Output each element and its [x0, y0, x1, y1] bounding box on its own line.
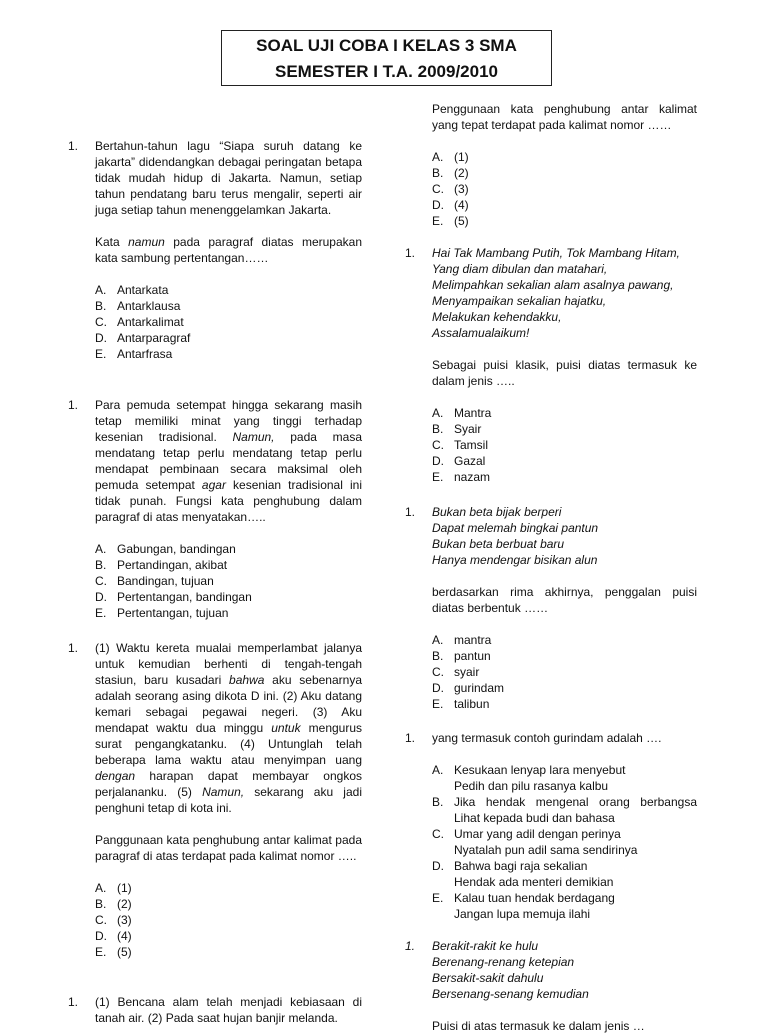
option-c: C. (3) — [95, 913, 132, 927]
question-prompt: Sebagai puisi klasik, puisi diatas termasuk ke dalam jenis ….. — [432, 358, 697, 388]
option-c: C. (3) — [432, 182, 469, 196]
question-right-1 — [405, 245, 697, 485]
question-number: 1. — [68, 995, 79, 1009]
question-prompt: yang termasuk contoh gurindam adalah …. — [432, 731, 662, 745]
option-d: D. Bahwa bagi raja sekalian Hendak ada menteri demikian — [432, 859, 614, 889]
option-b: B. (2) — [95, 897, 132, 911]
question-text: Bertahun-tahun lagu “Siapa suruh datang ke jakarta” didendangkan debagai peringatan betapa tidak mudah hidup di Jakarta. Namun, setiap tahun pendatang baru terus mengalir, seperti air juga setiap tahun menenggelamkan Jakarta. — [95, 139, 362, 217]
question-prompt: Penggunaan kata penghubung antar kalimat yang tepat terdapat pada kalimat nomor …… — [432, 102, 697, 132]
poem-text: Berakit-rakit ke hulu Berenang-renang ketepian Bersakit-sakit dahulu Bersenang-senang kemudian — [432, 939, 589, 1001]
option-c: C. Bandingan, tujuan — [95, 574, 214, 588]
options-list — [95, 282, 362, 362]
question-number: 1. — [68, 398, 79, 412]
exam-title-line2: SEMESTER I T.A. 2009/2010 — [275, 62, 498, 81]
question-text: (1) Waktu kereta mualai memperlambat jalanya untuk kemudian berhenti di tengah-tengah stasiun, baru kusadari bahwa aku sebenarnya adalah seorang asing dikota D ini. (2) Aku datang kemari sebagai pegawai negeri. (3) Aku mendapat waktu dua minggu untuk mengurus surat pengangkatanku. (4) Untunglah telah beberapa lama waktu atau menyimpan uang dengan harapan dapat membayar ongkos perjalananku. (5) Namun, sekarang aku jadi penghuni tetap di kota ini. — [95, 641, 363, 815]
question-prompt: Puisi di atas termasuk ke dalam jenis … — [432, 1019, 645, 1033]
options-list — [432, 405, 697, 485]
option-b: B. Pertandingan, akibat — [95, 558, 228, 572]
option-c: C. Antarkalimat — [95, 315, 184, 329]
option-b: B. Syair — [432, 422, 482, 436]
question-text: (1) Bencana alam telah menjadi kebiasaan di tanah air. (2) Pada saat hujan banjir melanda. — [95, 995, 362, 1025]
option-e: E. Kalau tuan hendak berdagang Jangan lupa memuja ilahi — [432, 891, 615, 921]
option-e: E. Antarfrasa — [95, 347, 173, 361]
option-a: A. Kesukaan lenyap lara menyebut Pedih dan pilu rasanya kalbu — [432, 763, 626, 793]
question-number: 1. — [405, 939, 416, 953]
options-list — [432, 762, 697, 922]
options-list — [432, 149, 697, 229]
question-prompt: berdasarkan rima akhirnya, penggalan puisi diatas berbentuk …… — [432, 585, 697, 615]
option-e: E. (5) — [95, 945, 132, 959]
option-e: E. talibun — [432, 697, 490, 711]
question-left-1 — [68, 138, 362, 362]
option-d: D. Pertentangan, bandingan — [95, 590, 252, 604]
options-list — [432, 632, 697, 712]
option-e: E. (5) — [432, 214, 469, 228]
question-prompt: Kata namun pada paragraf diatas merupakan kata sambung pertentangan…… — [95, 235, 362, 265]
question-right-3 — [405, 730, 697, 922]
poem-text: Hai Tak Mambang Putih, Tok Mambang Hitam, Yang diam dibulan dan matahari, Melimpahkan sekalian alam asalnya pawang, Menyampaikan sekalian hajatku, Melakukan kehendakku, Assalamualaikum! — [432, 246, 680, 340]
option-b: B. pantun — [432, 649, 491, 663]
exam-title-line1: SOAL UJI COBA I KELAS 3 SMA — [256, 36, 517, 55]
option-b: B. Antarklausa — [95, 299, 181, 313]
option-a: A. mantra — [432, 633, 492, 647]
question-right-2 — [405, 504, 697, 712]
question-number: 1. — [405, 505, 416, 519]
question-number: 1. — [405, 246, 416, 260]
question-number: 1. — [68, 139, 79, 153]
question-right-0 — [405, 101, 697, 229]
option-b: B. (2) — [432, 166, 469, 180]
question-text: Para pemuda setempat hingga sekarang masih tetap memiliki minat yang tinggi terhadap kesenian tradisional. Namun, pada masa mendatang tetap perlu mendatang tetap perlu mendapat pembinaan secara maksimal oleh pemuda setempat agar kesenian tradisional ini tidak punah. Fungsi kata penghubung dalam paragraf di atas menyatakan….. — [95, 398, 362, 524]
option-d: D. gurindam — [432, 681, 505, 695]
option-a: A. Mantra — [432, 406, 492, 420]
option-d: D. Gazal — [432, 454, 486, 468]
option-d: D. Antarparagraf — [95, 331, 191, 345]
option-e: E. Pertentangan, tujuan — [95, 606, 229, 620]
question-left-2 — [68, 397, 362, 621]
question-number: 1. — [68, 641, 79, 655]
option-a: A. Gabungan, bandingan — [95, 542, 236, 556]
option-c: C. Tamsil — [432, 438, 489, 452]
option-b: B. Jika hendak mengenal orang berbangsa Lihat kepada budi dan bahasa — [432, 795, 697, 825]
option-a: A. (1) — [432, 150, 469, 164]
option-c: C. syair — [432, 665, 480, 679]
options-list — [95, 541, 362, 621]
option-d: D. (4) — [95, 929, 132, 943]
question-left-4 — [68, 994, 362, 1026]
exam-title-box — [221, 30, 552, 86]
question-right-4 — [405, 938, 697, 1034]
option-a: A. Antarkata — [95, 283, 169, 297]
option-e: E. nazam — [432, 470, 491, 484]
poem-text: Bukan beta bijak berperi Dapat melemah bingkai pantun Bukan beta berbuat baru Hanya mendengar bisikan alun — [432, 505, 599, 567]
options-list — [95, 880, 362, 960]
option-c: C. Umar yang adil dengan perinya Nyatalah pun adil sama sendirinya — [432, 827, 638, 857]
option-a: A. (1) — [95, 881, 132, 895]
question-number: 1. — [405, 731, 416, 745]
question-left-3 — [68, 640, 362, 960]
question-prompt: Panggunaan kata penghubung antar kalimat pada paragraf di atas terdapat pada kalimat nomor ….. — [95, 833, 362, 863]
option-d: D. (4) — [432, 198, 469, 212]
